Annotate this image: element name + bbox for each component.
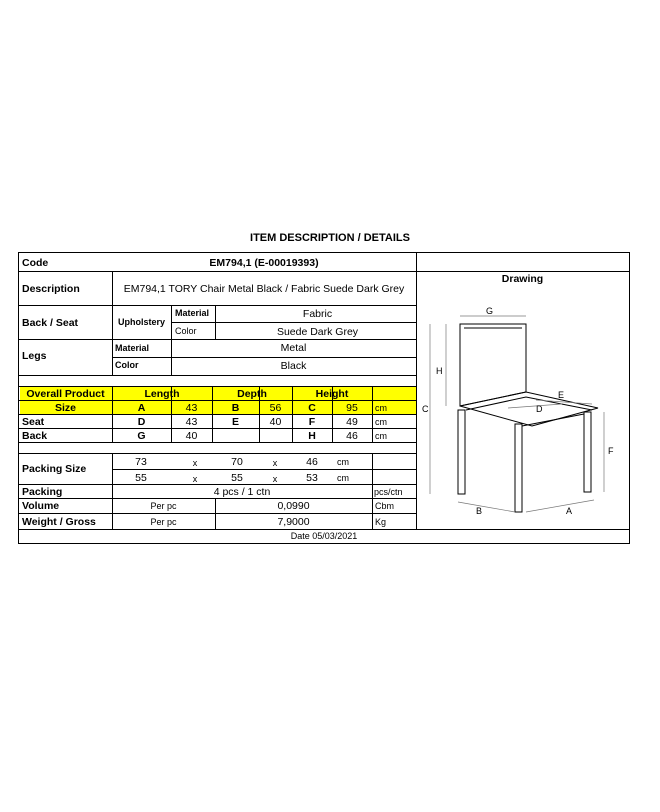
packing-size-r2-x1: x <box>192 474 198 484</box>
depth-header: Depth <box>237 388 267 400</box>
legs-material-label: Material <box>115 343 150 353</box>
drawing-letter-f: F <box>608 446 614 456</box>
packing-label: Packing <box>22 486 63 498</box>
packing-size-r2-x2: x <box>272 474 278 484</box>
overall-c-value: 95 <box>346 402 358 414</box>
seat-e-value: 40 <box>269 416 282 428</box>
back-label: Back <box>22 430 48 442</box>
overall-c-letter: C <box>308 402 316 414</box>
overall-label-line1: Overall Product <box>26 388 105 400</box>
packing-size-r2-c: 53 <box>306 472 318 484</box>
packing-size-r2-unit: cm <box>337 473 349 483</box>
overall-label-line2: Size <box>54 402 76 414</box>
packing-value: 4 pcs / 1 ctn <box>213 486 271 498</box>
back-seat-material-value: Fabric <box>302 308 333 320</box>
overall-b-letter: B <box>231 402 240 414</box>
seat-d-letter: D <box>137 416 146 428</box>
back-g-letter: G <box>137 430 146 442</box>
drawing-letter-d: D <box>536 404 543 414</box>
packing-size-r2-a: 55 <box>135 472 147 484</box>
drawing-letter-h: H <box>436 366 443 376</box>
legs-color-value: Black <box>280 360 307 372</box>
height-header: Height <box>315 388 349 400</box>
seat-unit: cm <box>375 417 387 427</box>
back-seat-color-value: Suede Dark Grey <box>276 326 359 338</box>
page-title: ITEM DESCRIPTION / DETAILS <box>250 232 410 244</box>
seat-e-letter: E <box>231 416 239 428</box>
seat-f-letter: F <box>308 416 316 428</box>
description-value: EM794,1 TORY Chair Metal Black / Fabric Suede Dark Grey <box>123 283 405 295</box>
weight-unit: Kg <box>375 517 387 527</box>
packing-size-r1-unit: cm <box>337 457 349 467</box>
packing-size-r1-c: 46 <box>306 456 318 468</box>
drawing-label: Drawing <box>501 273 544 285</box>
back-seat-label: Back / Seat <box>22 317 79 329</box>
back-h-value: 46 <box>346 430 358 442</box>
seat-d-value: 43 <box>185 416 198 428</box>
drawing-letter-c: C <box>422 404 429 414</box>
date-footer: Date 05/03/2021 <box>290 531 358 541</box>
packing-size-r1-a: 73 <box>135 456 147 468</box>
legs-label: Legs <box>22 350 47 362</box>
legs-material-value: Metal <box>280 342 307 354</box>
overall-b-value: 56 <box>269 402 282 414</box>
seat-label: Seat <box>22 416 45 428</box>
back-seat-upholstery-label: Upholstery <box>117 317 165 327</box>
code-label: Code <box>22 257 49 269</box>
back-g-value: 40 <box>185 430 198 442</box>
drawing-letter-b: B <box>476 506 483 516</box>
packing-size-r1-x2: x <box>272 458 278 468</box>
back-seat-material-label: Material <box>175 308 210 318</box>
packing-unit: pcs/ctn <box>374 487 403 497</box>
back-h-letter: H <box>308 430 316 442</box>
packing-size-r2-b: 55 <box>231 472 243 484</box>
drawing-letter-g: G <box>486 306 494 316</box>
volume-label: Volume <box>22 500 60 512</box>
overall-a-letter: A <box>137 402 146 414</box>
seat-f-value: 49 <box>346 416 358 428</box>
length-header: Length <box>144 388 180 400</box>
back-seat-color-label: Color <box>175 326 197 336</box>
overall-a-value: 43 <box>185 402 198 414</box>
packing-size-r1-b: 70 <box>231 456 243 468</box>
volume-unit: Cbm <box>375 501 395 511</box>
weight-per: Per pc <box>150 517 177 527</box>
volume-per: Per pc <box>150 501 177 511</box>
chair-drawing <box>416 300 628 530</box>
packing-size-label: Packing Size <box>22 463 87 475</box>
drawing-letter-e: E <box>558 390 565 400</box>
overall-unit: cm <box>375 403 387 413</box>
back-unit: cm <box>375 431 387 441</box>
legs-color-label: Color <box>115 360 139 370</box>
description-label: Description <box>22 283 80 295</box>
weight-value: 7,9000 <box>277 516 310 528</box>
code-value: EM794,1 (E-00019393) <box>209 257 319 269</box>
drawing-letter-a: A <box>566 506 573 516</box>
volume-value: 0,0990 <box>277 500 310 512</box>
packing-size-r1-x1: x <box>192 458 198 468</box>
weight-label: Weight / Gross <box>22 516 96 528</box>
